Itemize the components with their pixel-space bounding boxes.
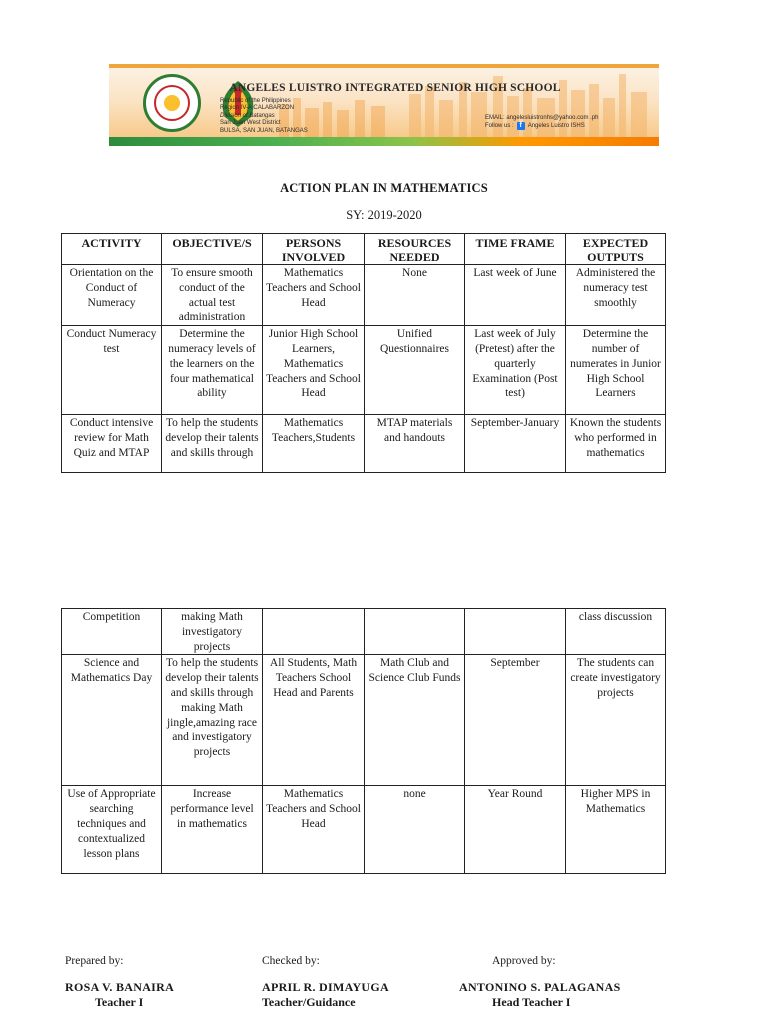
address-line: BULSA, SAN JUAN, BATANGAS — [220, 127, 308, 134]
cell-activity: Orientation on the Conduct of Numeracy — [62, 265, 162, 326]
signature-label: Checked by: — [262, 955, 320, 967]
cell-persons: Mathematics Teachers and School Head — [263, 265, 365, 326]
school-year: SY: 2019-2020 — [346, 208, 422, 222]
action-plan-table-part-1 — [61, 233, 666, 473]
cell-time-frame: Year Round — [465, 786, 566, 874]
cell-resources: None — [365, 265, 465, 326]
cell-persons: Junior High School Learners, Mathematics Teachers and School Head — [263, 326, 365, 415]
cell-objectives: Increase performance level in mathematics — [162, 786, 263, 874]
cell-persons: Mathematics Teachers,Students — [263, 415, 365, 473]
header-objectives: OBJECTIVE/S — [162, 234, 263, 265]
cell-objectives: To ensure smooth conduct of the actual test administration — [162, 265, 263, 326]
banner-bottom-stripe — [109, 137, 659, 146]
cell-time-frame: Last week of June — [465, 265, 566, 326]
table-header-row — [62, 234, 666, 265]
signature-label: Approved by: — [492, 955, 556, 967]
table-row — [62, 326, 666, 415]
address-line: San Juan West District — [220, 120, 281, 127]
action-plan-table-part-2 — [61, 608, 666, 874]
header-resources-needed: RESOURCES NEEDED — [365, 234, 465, 265]
address-line: Region IV-A CALABARZON — [220, 105, 295, 112]
signature-approved — [459, 955, 621, 1010]
cell-activity: Competition — [62, 609, 162, 655]
header-persons-involved: PERSONS INVOLVED — [263, 234, 365, 265]
address-line: Republic of the Philippines — [220, 98, 291, 104]
cell-resources: Math Club and Science Club Funds — [365, 655, 465, 786]
cell-outputs: Determine the number of numerates in Junior High School Learners — [566, 326, 666, 415]
signature-prepared — [65, 955, 174, 1010]
header-expected-outputs: EXPECTED OUTPUTS — [566, 234, 666, 265]
signatory-position: Teacher/Guidance — [262, 995, 356, 1009]
seal-center-icon — [154, 85, 190, 121]
cell-resources: Unified Questionnaires — [365, 326, 465, 415]
cell-objectives: making Math investigatory projects — [162, 609, 263, 655]
table-row — [62, 786, 666, 874]
email-line: EMAIL: angelesluistronhs@yahoo.com .ph — [485, 115, 599, 121]
cell-resources: none — [365, 786, 465, 874]
school-address-block — [220, 98, 308, 135]
table-row — [62, 415, 666, 473]
cell-activity: Science and Mathematics Day — [62, 655, 162, 786]
school-banner — [109, 64, 659, 146]
signatory-name: APRIL R. DIMAYUGA — [262, 980, 389, 994]
cell-objectives: Determine the numeracy levels of the learners on the four mathematical ability — [162, 326, 263, 415]
cell-time-frame: Last week of July (Pretest) after the quarterly Examination (Post test) — [465, 326, 566, 415]
school-seal-icon — [143, 74, 201, 132]
cell-resources — [365, 609, 465, 655]
cell-outputs: Higher MPS in Mathematics — [566, 786, 666, 874]
signature-label: Prepared by: — [65, 955, 124, 967]
cell-objectives: To help the students develop their talents and skills through — [162, 415, 263, 473]
table-row — [62, 609, 666, 655]
document-title: ACTION PLAN IN MATHEMATICS — [280, 181, 488, 195]
school-name: ANGELES LUISTRO INTEGRATED SENIOR HIGH SCHOOL — [229, 82, 561, 94]
header-time-frame: TIME FRAME — [465, 234, 566, 265]
signature-checked — [262, 955, 389, 1010]
facebook-icon: f — [517, 122, 525, 130]
cell-objectives: To help the students develop their talents and skills through making Math jingle,amazing race and investigatory projects — [162, 655, 263, 786]
table-row — [62, 655, 666, 786]
follow-line — [485, 122, 598, 130]
cell-persons: Mathematics Teachers and School Head — [263, 786, 365, 874]
cell-outputs: class discussion — [566, 609, 666, 655]
facebook-name: Angeles Luistro ISHS — [527, 123, 585, 129]
signatory-name: ANTONINO S. PALAGANAS — [459, 980, 621, 994]
cell-activity: Use of Appropriate searching techniques and contextualized lesson plans — [62, 786, 162, 874]
contact-block — [485, 114, 598, 130]
cell-time-frame: September-January — [465, 415, 566, 473]
signatory-position: Head Teacher I — [492, 995, 571, 1009]
cell-outputs: The students can create investigatory projects — [566, 655, 666, 786]
cell-persons: All Students, Math Teachers School Head and Parents — [263, 655, 365, 786]
table-row — [62, 265, 666, 326]
cell-time-frame: September — [465, 655, 566, 786]
cell-persons — [263, 609, 365, 655]
follow-label: Follow us : — [485, 123, 514, 129]
address-line: Division of Batangas — [220, 112, 275, 119]
cell-time-frame — [465, 609, 566, 655]
signatory-name: ROSA V. BANAIRA — [65, 980, 175, 994]
header-activity: ACTIVITY — [62, 234, 162, 265]
cell-activity: Conduct intensive review for Math Quiz and MTAP — [62, 415, 162, 473]
cell-resources: MTAP materials and handouts — [365, 415, 465, 473]
signatory-position: Teacher I — [95, 995, 144, 1009]
cell-outputs: Known the students who performed in mathematics — [566, 415, 666, 473]
cell-outputs: Administered the numeracy test smoothly — [566, 265, 666, 326]
cell-activity: Conduct Numeracy test — [62, 326, 162, 415]
